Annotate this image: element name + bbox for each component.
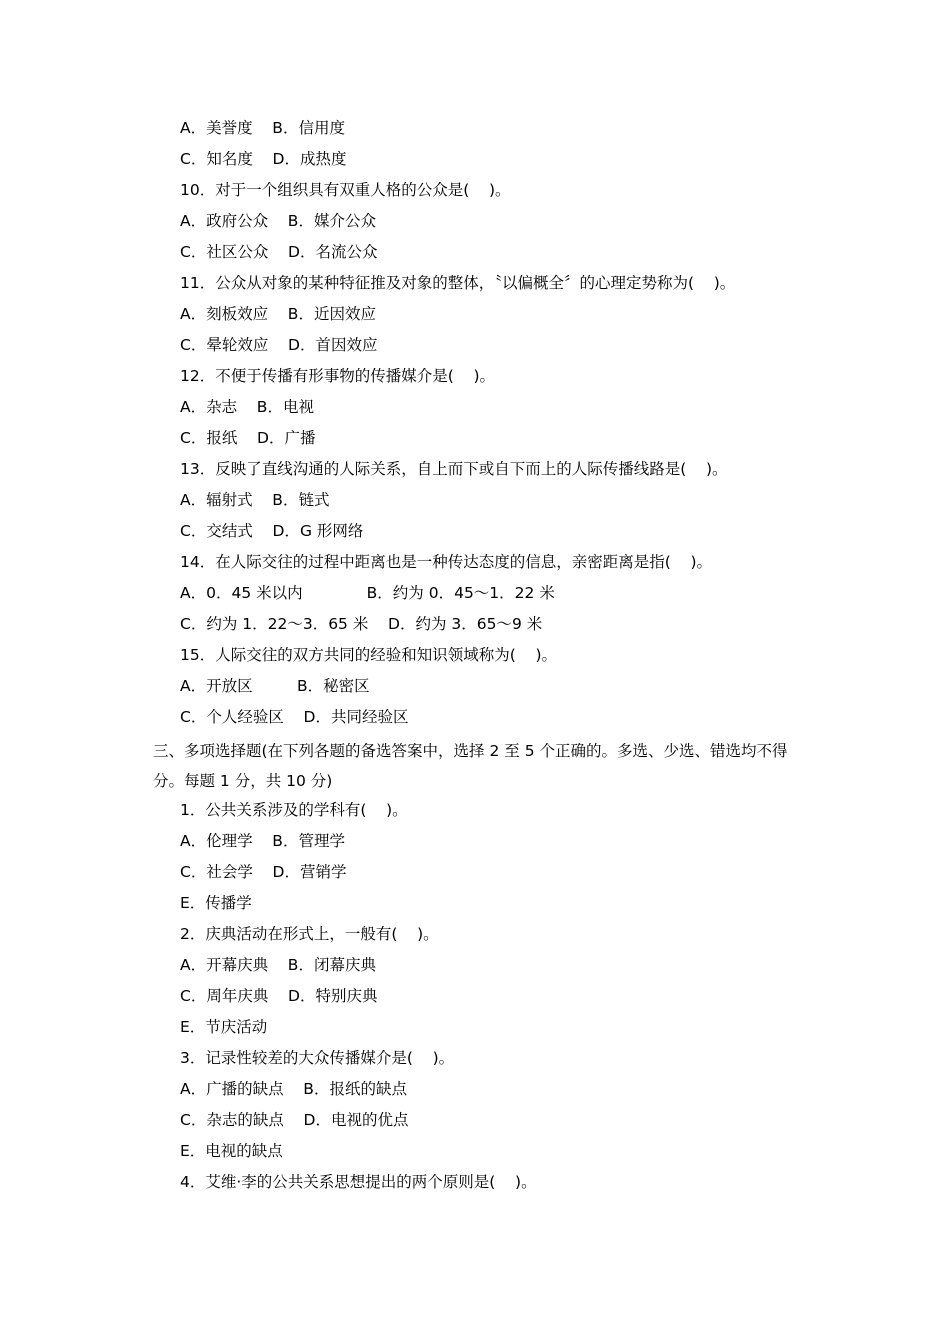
- question-13: 13．反映了直线沟通的人际关系，自上而下或自下而上的人际传播线路是( )。: [180, 460, 728, 478]
- option-line: C．交结式 D．G 形网络: [180, 522, 364, 540]
- option-line: C．个人经验区 D．共同经验区: [180, 708, 409, 726]
- option-line: C．社区公众 D．名流公众: [180, 243, 378, 261]
- question-10: 10．对于一个组织具有双重人格的公众是( )。: [180, 181, 511, 199]
- question-2: 2．庆典活动在形式上，一般有( )。: [180, 925, 439, 943]
- question-1: 1．公共关系涉及的学科有( )。: [180, 801, 408, 819]
- question-14: 14．在人际交往的过程中距离也是一种传达态度的信息，亲密距离是指( )。: [180, 553, 713, 571]
- option-line: C．晕轮效应 D．首因效应: [180, 336, 378, 354]
- question-3: 3．记录性较差的大众传播媒介是( )。: [180, 1049, 455, 1067]
- option-line: A．0．45 米以内 B．约为 0．45～1．22 米: [180, 584, 555, 602]
- option-line: A．伦理学 B．管理学: [180, 832, 345, 850]
- option-line: A．刻板效应 B．近因效应: [180, 305, 376, 323]
- option-line: A．开幕庆典 B．闭幕庆典: [180, 956, 376, 974]
- option-line: E．节庆活动: [180, 1018, 268, 1036]
- option-line: A．杂志 B．电视: [180, 398, 314, 416]
- option-line: A．辐射式 B．链式: [180, 491, 330, 509]
- option-line: A．开放区 B．秘密区: [180, 677, 370, 695]
- option-line: C．约为 1．22～3．65 米 D．约为 3．65～9 米: [180, 615, 543, 633]
- question-12: 12．不便于传播有形事物的传播媒介是( )。: [180, 367, 496, 385]
- question-11: 11．公众从对象的某种特征推及对象的整体，〝以偏概全〞的心理定势称为( )。: [180, 274, 736, 292]
- question-4: 4．艾维·李的公共关系思想提出的两个原则是( )。: [180, 1173, 537, 1191]
- option-line: C．杂志的缺点 D．电视的优点: [180, 1111, 409, 1129]
- section-heading: 三、多项选择题(在下列各题的备选答案中，选择 2 至 5 个正确的。多选、少选、错选均不得分。每题 1 分，共 10 分): [153, 742, 788, 790]
- option-line: A．广播的缺点 B．报纸的缺点: [180, 1080, 407, 1098]
- option-line: C．社会学 D．营销学: [180, 863, 347, 881]
- option-line: E．电视的缺点: [180, 1142, 283, 1160]
- question-15: 15．人际交往的双方共同的经验和知识领域称为( )。: [180, 646, 558, 664]
- option-line: A．美誉度 B．信用度: [180, 119, 345, 137]
- option-line: C．知名度 D．成热度: [180, 150, 347, 168]
- option-line: C．周年庆典 D．特别庆典: [180, 987, 378, 1005]
- option-line: E．传播学: [180, 894, 252, 912]
- option-line: A．政府公众 B．媒介公众: [180, 212, 376, 230]
- option-line: C．报纸 D．广播: [180, 429, 316, 447]
